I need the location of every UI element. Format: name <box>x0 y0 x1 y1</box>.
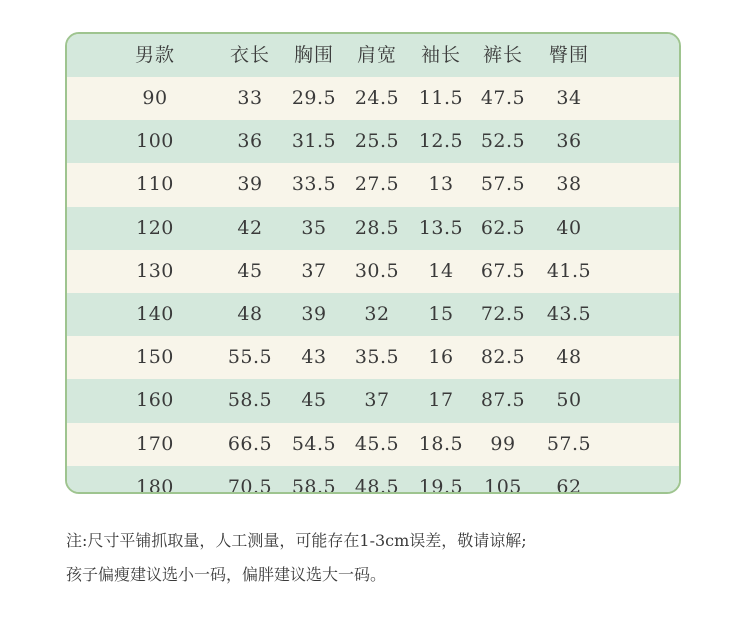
measurement-cell: 24.5 <box>354 87 400 109</box>
measurement-cell: 16 <box>428 346 454 369</box>
measurement-cell: 33.5 <box>291 173 337 196</box>
measurement-cell: 19.5 <box>418 475 464 494</box>
table-row <box>67 77 679 120</box>
measurement-cell: 39 <box>301 303 327 325</box>
measurement-cell: 42 <box>237 216 263 239</box>
header-cell: 男款 <box>134 44 176 66</box>
header-cell: 袖长 <box>420 44 462 66</box>
header-cell: 胸围 <box>293 44 335 66</box>
measurement-cell: 67.5 <box>480 259 526 282</box>
measurement-cell: 70.5 <box>227 475 273 494</box>
size-cell: 110 <box>136 173 174 196</box>
measurement-cell: 48 <box>556 346 582 369</box>
measurement-cell: 13.5 <box>418 216 464 239</box>
measurement-cell: 13 <box>428 173 454 196</box>
measurement-cell: 35 <box>301 216 327 239</box>
measurement-cell: 50 <box>556 389 582 412</box>
measurement-cell: 99 <box>490 432 516 455</box>
measurement-cell: 37 <box>364 389 390 412</box>
measurement-cell: 57.5 <box>480 173 526 196</box>
table-row <box>67 423 679 466</box>
measurement-cell: 82.5 <box>480 346 526 369</box>
table-row <box>67 207 679 250</box>
header-cell: 衣长 <box>229 44 271 66</box>
measurement-cell: 41.5 <box>546 259 592 282</box>
measurement-cell: 62 <box>556 475 582 494</box>
measurement-cell: 66.5 <box>227 432 273 455</box>
measurement-cell: 45.5 <box>354 432 400 455</box>
measurement-cell: 47.5 <box>480 87 526 109</box>
measurement-cell: 14 <box>428 259 454 282</box>
size-cell: 170 <box>136 432 174 455</box>
table-row <box>67 293 679 336</box>
size-cell: 100 <box>136 130 174 153</box>
table-row <box>67 120 679 163</box>
size-cell: 160 <box>136 389 174 412</box>
table-row <box>67 379 679 422</box>
measurement-cell: 33 <box>237 87 263 109</box>
header-cell: 臀围 <box>548 44 590 66</box>
measurement-cell: 25.5 <box>354 130 400 153</box>
measurement-cell: 37 <box>301 259 327 282</box>
measurement-cell: 54.5 <box>291 432 337 455</box>
measurement-cell: 87.5 <box>480 389 526 412</box>
measurement-cell: 29.5 <box>291 87 337 109</box>
measurement-cell: 57.5 <box>546 432 592 455</box>
measurement-cell: 105 <box>484 475 522 494</box>
measurement-cell: 45 <box>237 259 263 282</box>
size-cell: 140 <box>136 303 174 325</box>
size-cell: 130 <box>136 259 174 282</box>
measurement-cell: 52.5 <box>480 130 526 153</box>
measurement-cell: 48.5 <box>354 475 400 494</box>
measurement-cell: 38 <box>556 173 582 196</box>
measurement-cell: 45 <box>301 389 327 412</box>
measurement-cell: 34 <box>556 87 582 109</box>
measurement-cell: 58.5 <box>227 389 273 412</box>
measurement-cell: 72.5 <box>480 303 526 325</box>
size-cell: 90 <box>142 87 168 109</box>
size-cell: 150 <box>136 346 174 369</box>
table-row <box>67 250 679 293</box>
measurement-cell: 48 <box>237 303 263 325</box>
header-cell: 裤长 <box>482 44 524 66</box>
measurement-cell: 43 <box>301 346 327 369</box>
measurement-cell: 12.5 <box>418 130 464 153</box>
table-header-row <box>67 34 679 77</box>
table-row <box>67 336 679 379</box>
measurement-cell: 27.5 <box>354 173 400 196</box>
note-line-2: 孩子偏瘦建议选小一码，偏胖建议选大一码。 <box>66 565 387 584</box>
measurement-cell: 36 <box>237 130 263 153</box>
measurement-cell: 31.5 <box>291 130 337 153</box>
table-row <box>67 466 679 494</box>
measurement-cell: 39 <box>237 173 263 196</box>
measurement-cell: 36 <box>556 130 582 153</box>
measurement-cell: 17 <box>428 389 454 412</box>
measurement-cell: 40 <box>556 216 582 239</box>
measurement-cell: 43.5 <box>546 303 592 325</box>
measurement-cell: 30.5 <box>354 259 400 282</box>
measurement-cell: 62.5 <box>480 216 526 239</box>
measurement-cell: 35.5 <box>354 346 400 369</box>
measurement-cell: 28.5 <box>354 216 400 239</box>
size-cell: 120 <box>136 216 174 239</box>
measurement-cell: 58.5 <box>291 475 337 494</box>
note-line-1: 注:尺寸平铺抓取量，人工测量，可能存在1-3cm误差，敬请谅解; <box>66 531 527 550</box>
measurement-cell: 18.5 <box>418 432 464 455</box>
size-cell: 180 <box>136 475 174 494</box>
measurement-cell: 15 <box>428 303 454 325</box>
measurement-cell: 55.5 <box>227 346 273 369</box>
size-chart-table <box>65 32 681 494</box>
table-row <box>67 163 679 206</box>
measurement-cell: 11.5 <box>418 87 464 109</box>
header-cell: 肩宽 <box>356 44 398 66</box>
measurement-cell: 32 <box>364 303 390 325</box>
